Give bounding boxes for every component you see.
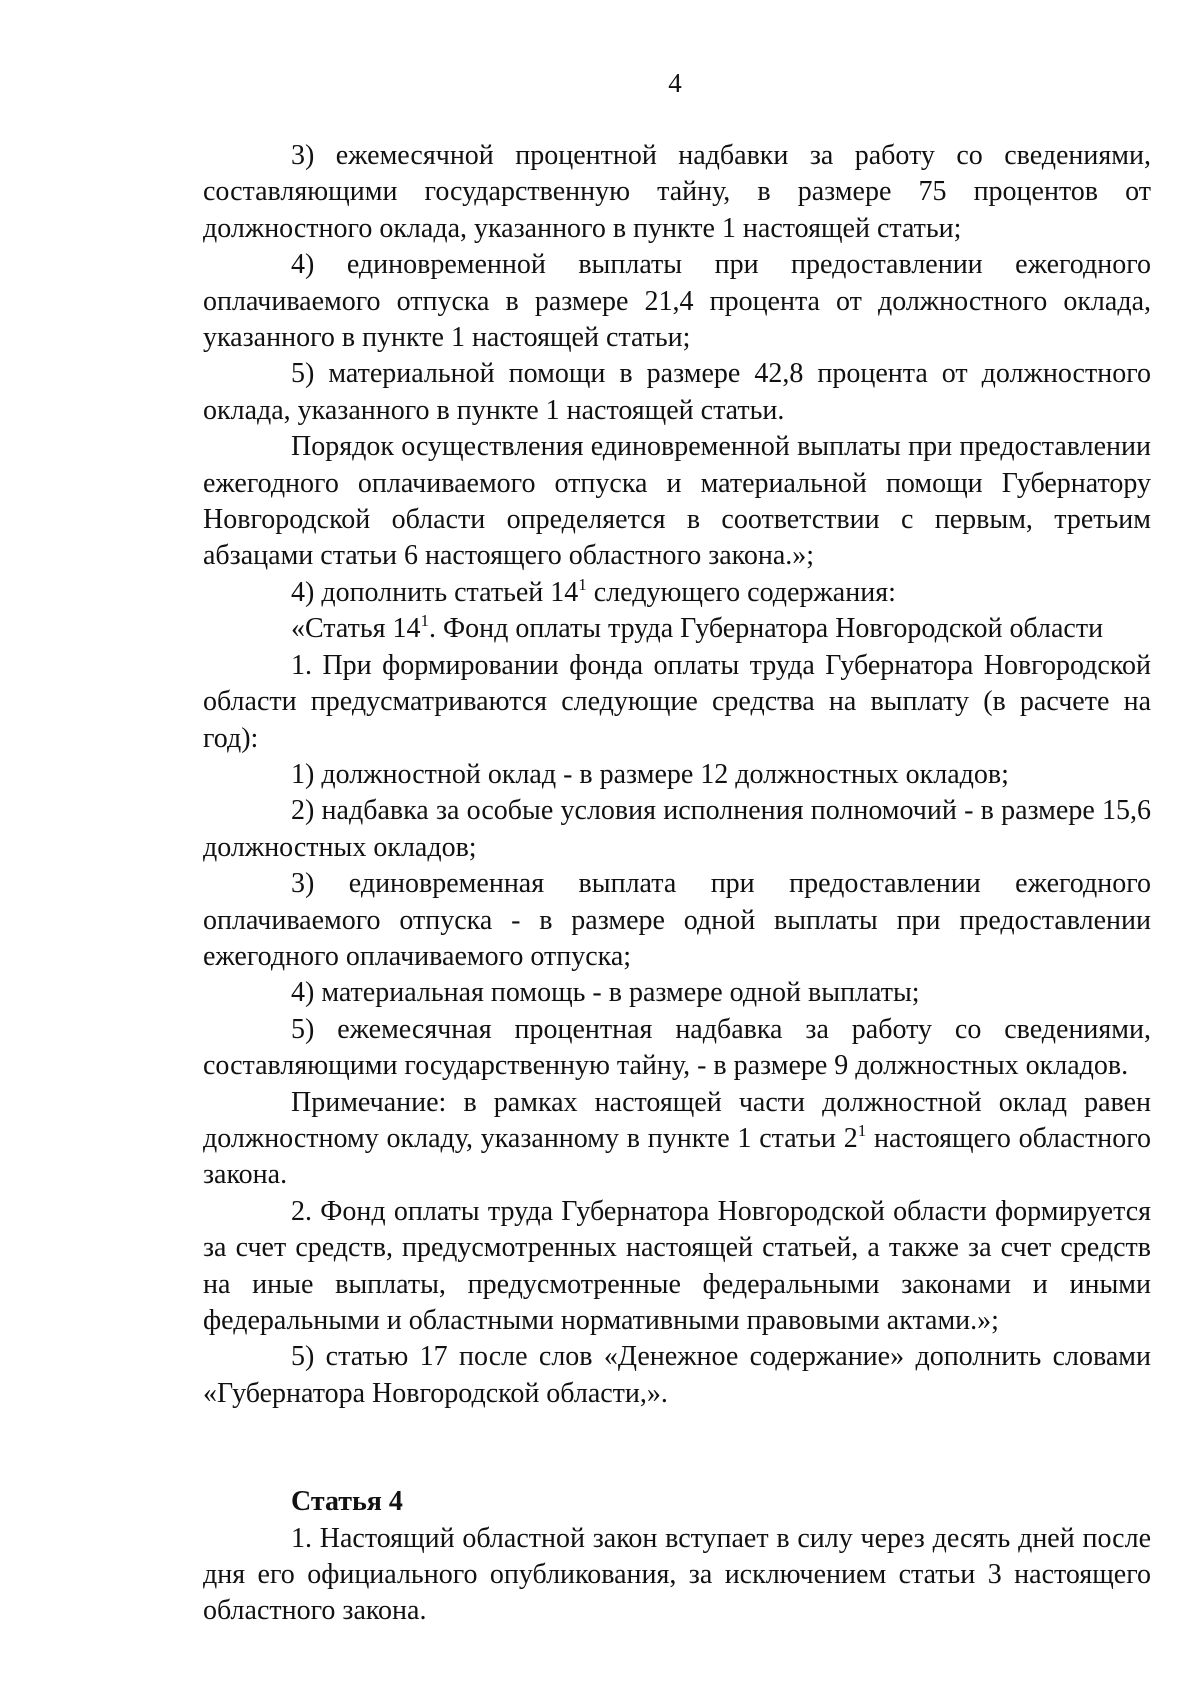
- paragraph-note: [203, 1085, 1151, 1194]
- paragraph-fund-item-2: 2) надбавка за особые условия исполнения полномочий - в размере 15,6 должностных окладов;: [203, 795, 1151, 863]
- paragraph-note-text-start: Примечание: в рамках настоящей части должностной оклад равен должностному окладу, указанному в пункте 1 статьи 2: [203, 1086, 1151, 1154]
- superscript: 1: [420, 611, 429, 631]
- paragraph-entry-into-force: 1. Настоящий областной закон вступает в силу через десять дней после дня его официального опубликования, за исключением статьи 3 настоящего областного закона.: [203, 1522, 1151, 1627]
- paragraph-amend-article-17: 5) статью 17 после слов «Денежное содержание» дополнить словами «Губернатора Новгородской области,».: [203, 1341, 1151, 1409]
- paragraph-fund-item-5: 5) ежемесячная процентная надбавка за работу со сведениями, составляющими государственную тайну, - в размере 9 должностных окладов.: [203, 1013, 1151, 1082]
- paragraph-fund-item-4: 4) материальная помощь - в размере одной выплаты;: [291, 977, 920, 1009]
- article-14-1-title-start: «Статья 14: [291, 613, 421, 645]
- paragraph-fund-item-1: 1) должностной оклад - в размере 12 должностных окладов;: [291, 758, 1009, 790]
- article-14-1-title-end: . Фонд оплаты труда Губернатора Новгородской области: [428, 613, 1104, 645]
- paragraph-fund-item-3: 3) единовременная выплата при предоставлении ежегодного оплачиваемого отпуска - в размере одной выплаты при предоставлении ежегодного оплачиваемого отпуска;: [203, 868, 1151, 972]
- superscript: 1: [857, 1120, 867, 1140]
- document-body: [203, 138, 1151, 1630]
- paragraph-add-article-14-1: [203, 575, 1151, 611]
- paragraph-item-3-monthly-allowance: 3) ежемесячной процентной надбавки за работу со сведениями, составляющими государственную тайну, в размере 75 процентов от должностного оклада, указанного в пункте 1 настоящей статьи;: [203, 140, 1151, 244]
- paragraph-add-article-text-end: следующего содержания:: [586, 576, 896, 608]
- paragraph-fund-part-1: 1. При формировании фонда оплаты труда Губернатора Новгородской области предусматриваются следующие средства на выплату (в расчете на год):: [203, 649, 1151, 754]
- article-4-heading: Статья 4: [291, 1486, 403, 1518]
- superscript: 1: [578, 574, 587, 594]
- paragraph-add-article-text-start: 4) дополнить статьей 14: [291, 576, 579, 608]
- paragraph-payment-procedure: Порядок осуществления единовременной выплаты при предоставлении ежегодного оплачиваемого отпуска и материальной помощи Губернатору Новгородской области определяется в соответствии с первым, третьим абзацами статьи 6 настоящего областного закона.»;: [203, 431, 1151, 572]
- paragraph-item-4-lump-sum-payment: 4) единовременной выплаты при предоставлении ежегодного оплачиваемого отпуска в размере 21,4 процента от должностного оклада, указанного в пункте 1 настоящей статьи;: [203, 249, 1151, 354]
- paragraph-item-5-material-aid: 5) материальной помощи в размере 42,8 процента от должностного оклада, указанного в пункте 1 настоящей статьи.: [203, 358, 1151, 426]
- page-number: 4: [668, 68, 682, 98]
- paragraph-fund-part-2: 2. Фонд оплаты труда Губернатора Новгородской области формируется за счет средств, предусмотренных настоящей статьей, а также за счет средств на иные выплаты, предусмотренные федеральными законами и иными федеральными и областными нормативными правовыми актами.»;: [203, 1195, 1151, 1336]
- paragraph-note-text-end: настоящего областного закона.: [203, 1122, 1151, 1191]
- article-14-1-title: [203, 611, 1151, 647]
